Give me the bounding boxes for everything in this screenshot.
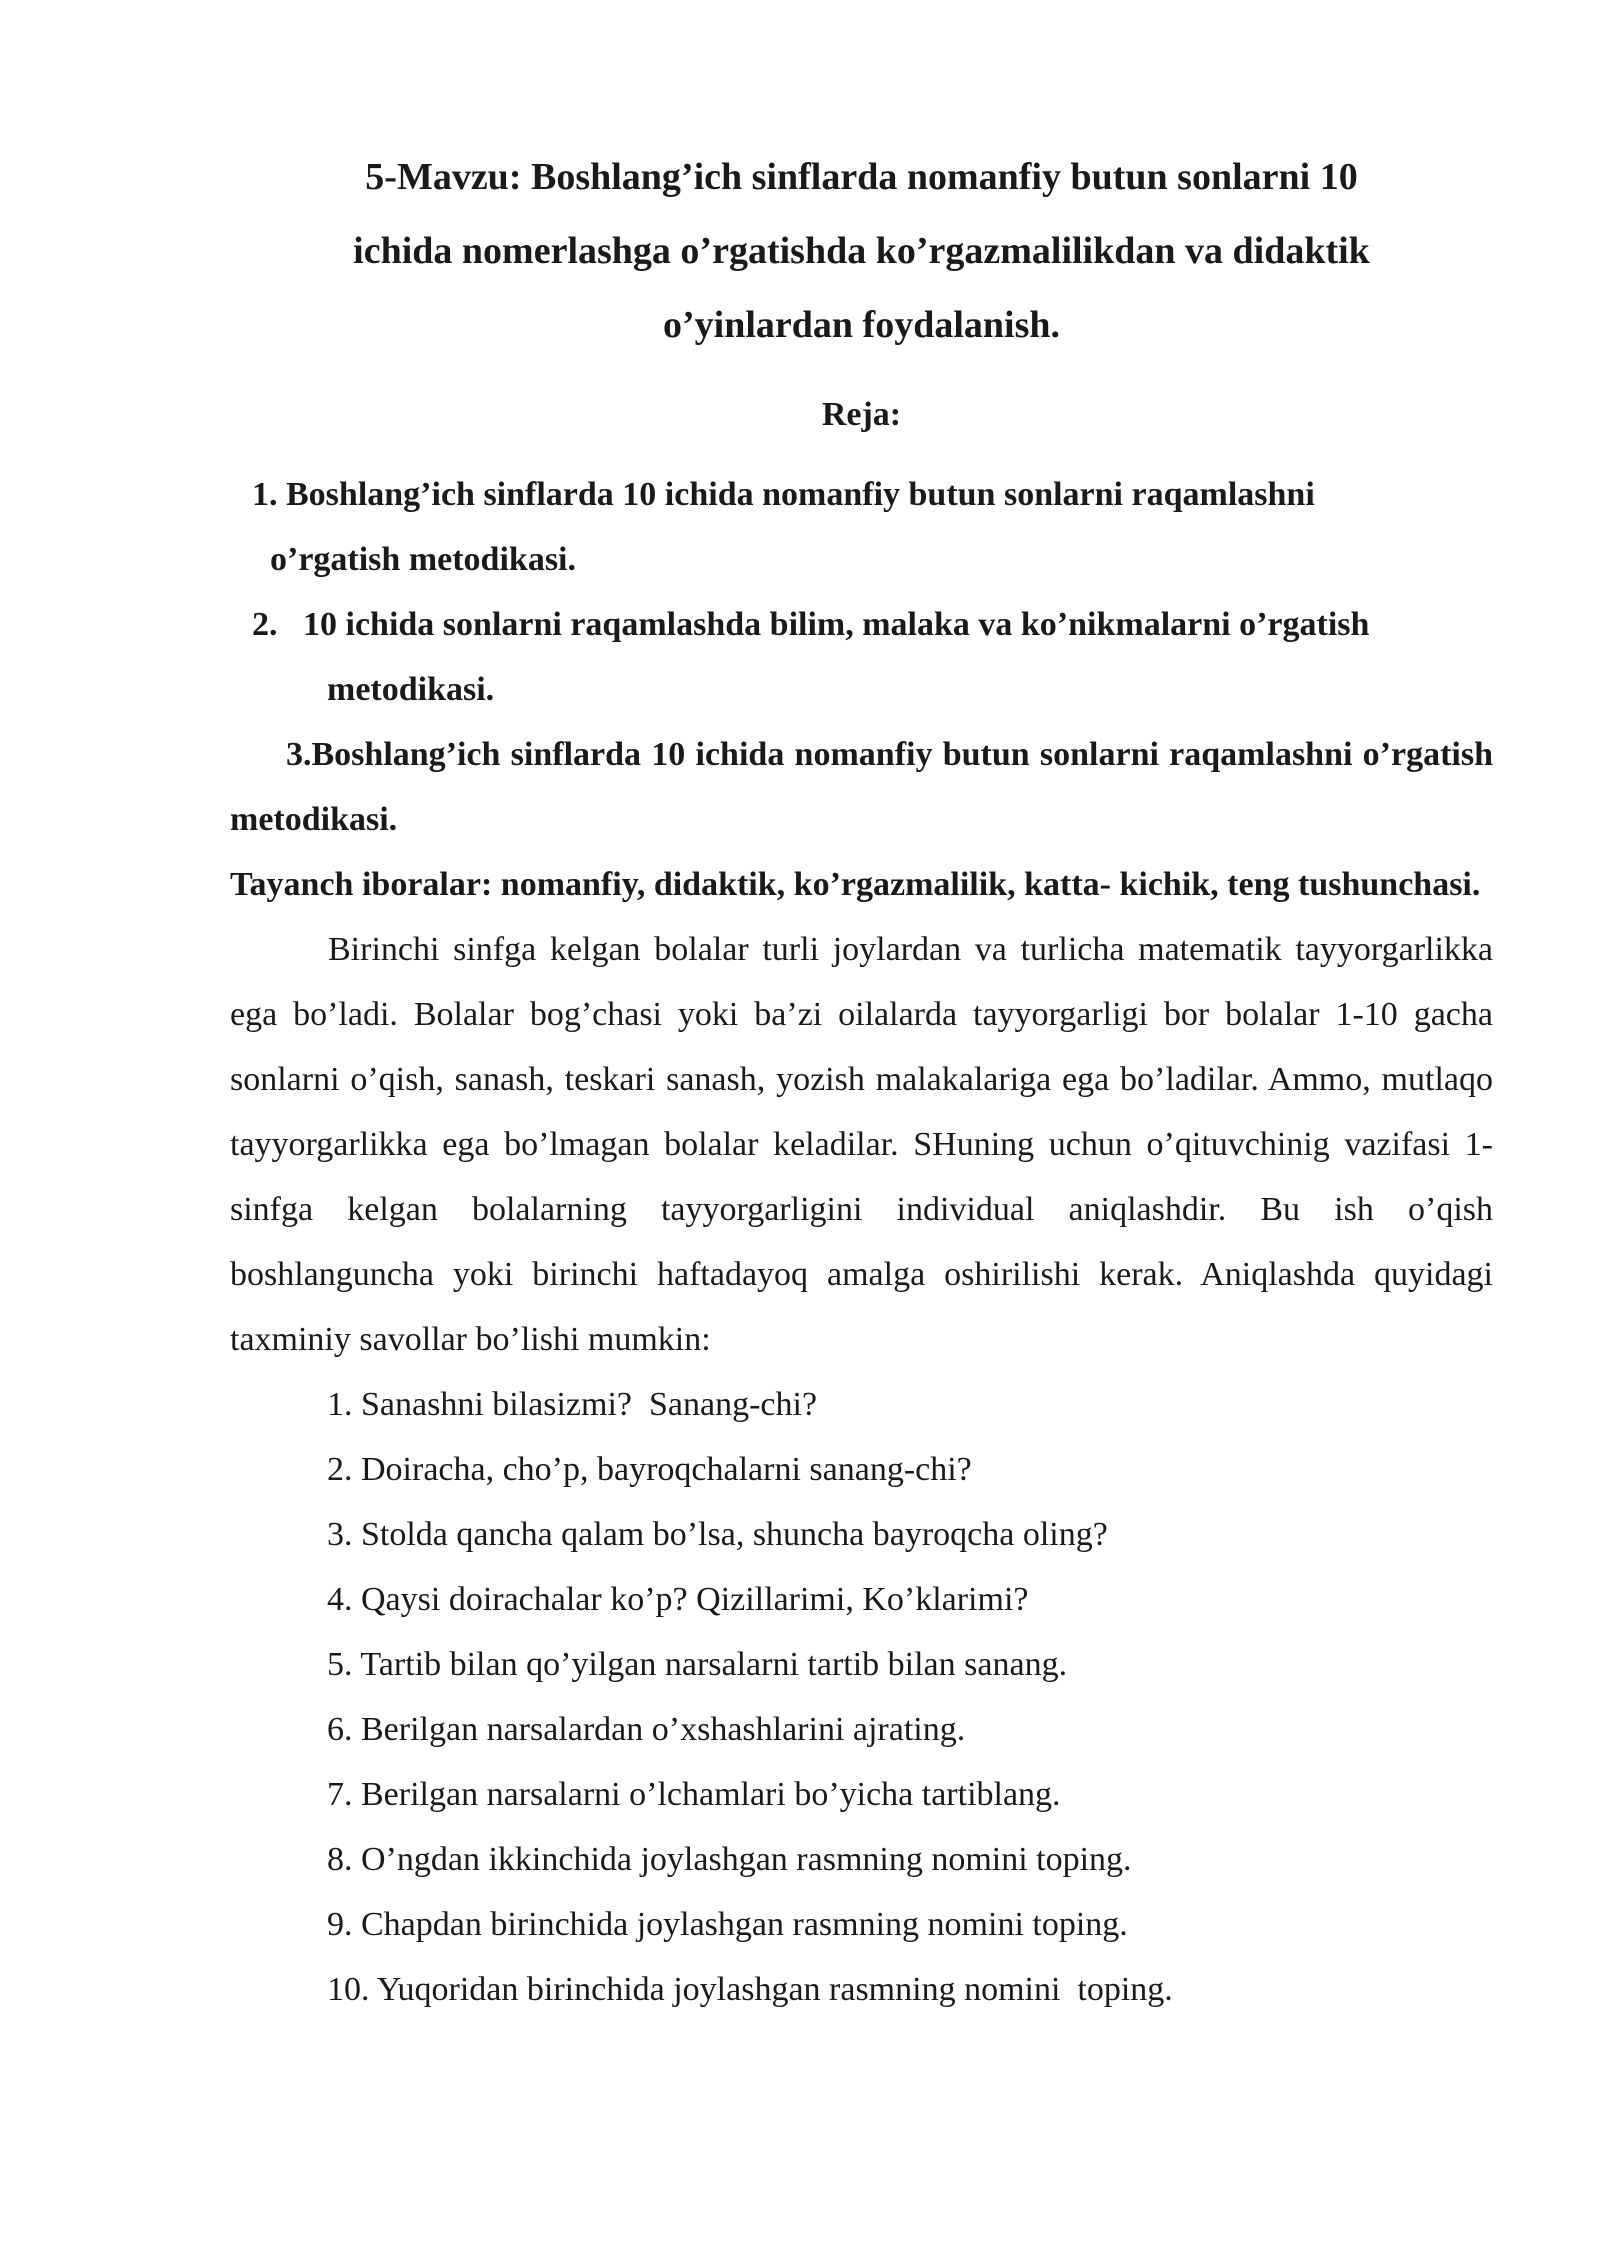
plan-item-text: 10 ichida sonlarni raqamlashda bilim, malaka va ko’nikmalarni o’rgatish [303,606,1370,643]
list-item: 10. Yuqoridan birinchida joylashgan rasmning nomini toping. [327,1971,1173,2008]
list-item: 9. Chapdan birinchida joylashgan rasmning nomini toping. [327,1906,1128,1943]
list-item: 4. Qaysi doirachalar ko’p? Qizillarimi, Ko’klarimi? [327,1581,1029,1618]
keywords-text: nomanfiy, didaktik, ko’rgazmalilik, katta- kichik, teng tushunchasi. [500,866,1481,903]
plan-item-text: Boshlang’ich sinflarda 10 ichida nomanfiy butun sonlarni raqamlashni o’rgatish metodikasi. [230,736,1493,838]
document-title [230,140,1493,362]
title-line: 5-Mavzu: Boshlang’ich sinflarda nomanfiy butun sonlarni 10 [365,156,1358,198]
list-item: 5. Tartib bilan qo’yilgan narsalarni tartib bilan sanang. [327,1646,1068,1683]
list-item: 8. O’ngdan ikkinchida joylashgan rasmning nomini toping. [327,1841,1132,1878]
list-item: 1. Sanashni bilasizmi? Sanang-chi? [327,1386,818,1423]
list-item: 2. Doiracha, cho’p, bayroqchalarni sanang-chi? [327,1451,972,1488]
title-line: ichida nomerlashga o’rgatishda ko’rgazmalilikdan va didaktik [353,230,1370,272]
list-item: 7. Berilgan narsalarni o’lchamlari bo’yicha tartiblang. [327,1776,1061,1813]
plan-list [230,462,1493,852]
plan-item [230,722,1493,852]
body-paragraph: Birinchi sinfga kelgan bolalar turli joylardan va turlicha matematik tayyorgarlikka ega bo’ladi. Bolalar bog’chasi yoki ba’zi oilalarda tayyorgarligi bor bolalar 1-10 gacha sonlarni o’qish, sanash, teskari sanash, yozish malakalariga ega bo’ladilar. Ammo, mutlaqo tayyorgarlikka ega bo’lmagan bolalar keladilar. SHuning uchun o’qituvchinig vazifasi 1-sinfga kelgan bolalarning tayyorgarligini individual aniqlashdir. Bu ish o’qish boshlanguncha yoki birinchi haftadayoq amalga oshirilishi kerak. Aniqlashda quyidagi taxminiy savollar bo’lishi mumkin: [230,931,1493,1358]
title-line: o’yinlardan foydalanish. [663,304,1060,346]
document-page [230,140,1493,2022]
keywords-label: Tayanch iboralar: [230,866,493,903]
plan-item-number: 3. [286,736,312,773]
plan-item [230,462,1493,592]
plan-item-continuation: metodikasi. [327,671,495,708]
plan-heading: Reja: [821,396,902,433]
plan-item [230,592,1493,722]
list-item: 3. Stolda qancha qalam bo’lsa, shuncha bayroqcha oling? [327,1516,1108,1553]
plan-item-text: Boshlang’ich sinflarda 10 ichida nomanfiy butun sonlarni raqamlashni [286,476,1315,513]
plan-item-continuation: o’rgatish metodikasi. [270,541,576,578]
list-item: 6. Berilgan narsalardan o’xshashlarini ajrating. [327,1711,966,1748]
plan-item-number: 1. [252,476,278,513]
question-list [230,1372,1493,2022]
keywords [230,852,1493,917]
plan-item-number: 2. [252,606,278,643]
